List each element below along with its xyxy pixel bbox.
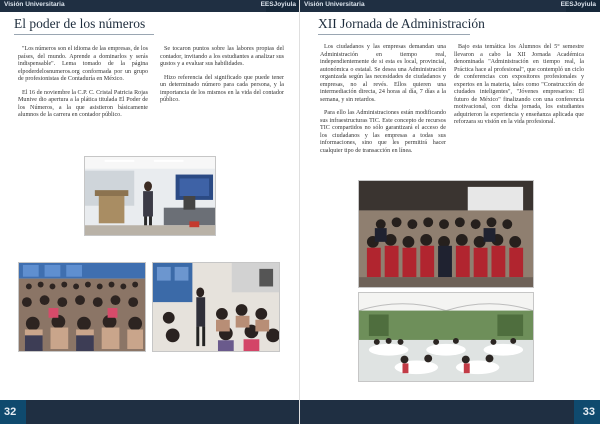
audience-photo-right [152, 262, 280, 352]
left-article-title: El poder de los números [14, 16, 146, 31]
right-col2-paragraph: Bajo esta temática los Alumnos del 5° semestre llevaron a cabo la XII Jornada Académica denominada "Administración en tiempo real, la Práctica hace al profesional", que contempló un ciclo de conferencias con expositores profesionales y expertos en la materia, tales como "Construcción de ciudades inteligentes", "Jóvenes empresarios: El futuro de México" finalizando con una conferencia motivacional, con dicha jornada, los estudiantes adquirieron la experiencia y enseñanza aplicada que reforzara su visión en la vida profesional. [454, 44, 584, 125]
right-col1-paragraph: Los ciudadanos y las empresas demandan una Administración en tiempo real, independientemente de si esta es local, provincial, autonómica o estatal. Se desea una Administración organizada según las necesidades de ciudadanos y empresas, no al revés. Ellos quieren una intermediación directa, 24 horas al día, 7 días a la semana, y sin retardos. [320, 44, 446, 103]
left-col2-paragraph: Se tocaron puntos sobre las labores propias del contador, invitando a los estudiantes a analizar sus gustos y a evaluar sus habilidades. [160, 46, 284, 67]
left-title-rule [14, 34, 154, 35]
speaker-photo [84, 156, 216, 236]
left-col1-paragraph: "Los números son el idioma de las empresas, de los países, del mundo. Aprende a dominarlos y serás indispensable". Lema tomado de la página elpoderdelosnumeros.org conformada por un grupo de profesionistas de Contaduría en México. [18, 46, 148, 82]
left-page-number: 32 [4, 406, 17, 418]
left-issue-label: EESJoyiula [260, 1, 296, 8]
left-col2-paragraph: Hizo referencia del significado que puede tener un determinado número para cada persona, y la importancia de los mismos en la vida del contador público. [160, 74, 284, 103]
left-column-2 [160, 46, 284, 111]
right-page-number: 33 [582, 406, 595, 418]
right-column-1 [320, 44, 446, 161]
left-footer-bar [0, 400, 300, 424]
left-publication-name: Visión Universitaria [4, 1, 65, 8]
right-issue-label: EESJoyiula [560, 1, 596, 8]
right-page [300, 0, 600, 424]
right-footer-bar [300, 400, 600, 424]
left-col1-paragraph: El 16 de noviembre la C.P. C. Cristal Patricia Rojas Munive dio apertura a la plática titulada El Poder de los Números, a la que asistieron básicamente alumnos de la carrera en contador público. [18, 89, 148, 118]
right-column-2 [454, 44, 584, 133]
left-header-bar [0, 0, 300, 12]
left-column-1 [18, 46, 148, 126]
right-title-rule [318, 34, 470, 35]
audience-photo-left [18, 262, 146, 352]
right-article-title: XII Jornada de Administración [318, 16, 485, 31]
right-col1-paragraph: Para ello las Administraciones están modificando sus infraestructuras TIC. Este concepto de recursos TIC compartidos no sólo garantizará el acceso de los ciudadanos y las empresas a todas sus informaciones, sino que les permitirá hacer cualquier tipo de transacción en línea. [320, 110, 446, 154]
right-publication-name: Visión Universitaria [304, 1, 365, 8]
right-header-bar [300, 0, 600, 12]
group-photo [358, 180, 534, 288]
event-photo [358, 292, 534, 382]
